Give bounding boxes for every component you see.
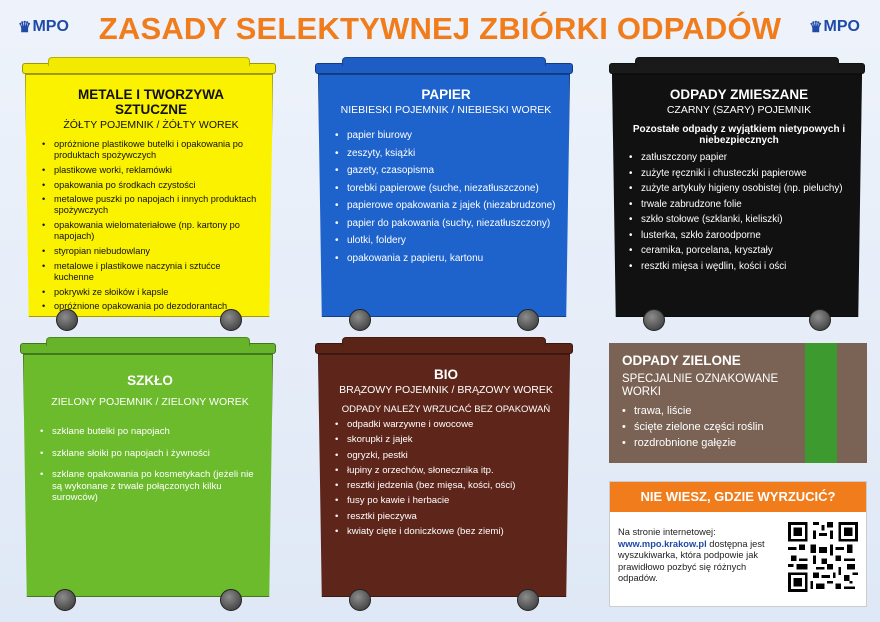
info-banner: NIE WIESZ, GDZIE WYRZUCIĆ? bbox=[610, 482, 866, 512]
bin-subtitle: ZIELONY POJEMNIK / ZIELONY WOREK bbox=[51, 396, 249, 408]
list-item: • zużyte artykuły higieny osobistej (np. pieluchy) bbox=[629, 183, 849, 195]
bin-metals-plastics bbox=[22, 63, 276, 331]
green-waste-panel bbox=[609, 343, 867, 463]
bin-lid bbox=[22, 63, 276, 74]
wheel-icon bbox=[349, 589, 371, 611]
list-item: • opróżnione opakowania po dezodorantach bbox=[42, 301, 260, 312]
bin-subtitle: ŻÓŁTY POJEMNIK / ŻÓŁTY WOREK bbox=[63, 119, 239, 131]
list-item: • trwale zabrudzone folie bbox=[629, 199, 849, 211]
item-list bbox=[40, 426, 260, 504]
green-stripe bbox=[805, 343, 837, 463]
wheel-icon bbox=[220, 589, 242, 611]
wheel-icon bbox=[517, 309, 539, 331]
crown-icon: ♛ bbox=[809, 19, 823, 36]
crown-icon: ♛ bbox=[18, 19, 32, 36]
list-item: • fusy po kawie i herbacie bbox=[335, 495, 557, 507]
bin-paper bbox=[315, 63, 573, 331]
list-item: • ulotki, foldery bbox=[335, 235, 557, 247]
bin-title: SZKŁO bbox=[127, 373, 173, 388]
list-item: • szkło stołowe (szklanki, kieliszki) bbox=[629, 214, 849, 226]
bin-title: ODPADY ZMIESZANE bbox=[669, 87, 809, 102]
wheel-icon bbox=[809, 309, 831, 331]
list-item: • rozdrobnione gałęzie bbox=[622, 437, 764, 450]
list-item: • zatłuszczony papier bbox=[629, 152, 849, 164]
list-item: • szklane butelki po napojach bbox=[40, 426, 260, 438]
wheel-icon bbox=[517, 589, 539, 611]
item-list bbox=[335, 419, 557, 538]
bin-note: Pozostałe odpady z wyjątkiem nietypowych i niebezpiecznych bbox=[632, 124, 846, 146]
bin-note: ODPADY NALEŻY WRZUCAĆ BEZ OPAKOWAŃ bbox=[341, 404, 551, 415]
bin-lid bbox=[609, 63, 865, 74]
list-item: • odpadki warzywne i owocowe bbox=[335, 419, 557, 431]
page-title: ZASADY SELEKTYWNEJ ZBIÓRKI ODPADÓW bbox=[98, 11, 782, 46]
bin-subtitle: BRĄZOWY POJEMNIK / BRĄZOWY WOREK bbox=[339, 384, 553, 396]
list-item: • kwiaty cięte i doniczkowe (bez ziemi) bbox=[335, 526, 557, 538]
item-list bbox=[629, 152, 849, 273]
bin-lid bbox=[315, 343, 573, 354]
item-list bbox=[335, 130, 557, 265]
list-item: • gazety, czasopisma bbox=[335, 165, 557, 177]
wheel-icon bbox=[349, 309, 371, 331]
mpo-logo-right: ♛ MPO bbox=[809, 18, 860, 36]
website-link[interactable]: www.mpo.krakow.pl bbox=[618, 538, 707, 549]
bin-lid bbox=[20, 343, 276, 354]
list-item: • torebki papierowe (suche, niezatłuszczone) bbox=[335, 183, 557, 195]
list-item: • resztki jedzenia (bez mięsa, kości, ości) bbox=[335, 480, 557, 492]
list-item: • opakowania wielomateriałowe (np. kartony po napojach) bbox=[42, 220, 260, 242]
bin-title: BIO bbox=[433, 367, 458, 382]
list-item: • metalowe i plastikowe naczynia i sztućce kuchenne bbox=[42, 261, 260, 283]
green-waste-title: ODPADY ZIELONE bbox=[622, 353, 741, 368]
list-item: • papier biurowy bbox=[335, 130, 557, 142]
list-item: • zeszyty, książki bbox=[335, 148, 557, 160]
list-item: • pokrywki ze słoików i kapsle bbox=[42, 287, 260, 298]
list-item: • lusterka, szkło żaroodporne bbox=[629, 230, 849, 242]
list-item: • opróżnione plastikowe butelki i opakowania po produktach spożywczych bbox=[42, 139, 260, 161]
list-item: • trawa, liście bbox=[622, 405, 764, 418]
bin-title: PAPIER bbox=[421, 87, 471, 102]
bin-subtitle: NIEBIESKI POJEMNIK / NIEBIESKI WOREK bbox=[340, 104, 552, 116]
list-item: • papier do pakowania (suchy, niezatłuszczony) bbox=[335, 218, 557, 230]
info-text: Na stronie internetowej: www.mpo.krakow.pl dostępna jest wyszukiwarka, która podpowie jak prawidłowo pozbyć się różnych odpadów. bbox=[618, 527, 765, 583]
list-item: • szklane opakowania po kosmetykach (jeżeli nie są wykonane z trwale połączonych kilku surowców) bbox=[40, 469, 260, 504]
list-item: • opakowania z papieru, kartonu bbox=[335, 253, 557, 265]
bin-lid bbox=[315, 63, 573, 74]
wheel-icon bbox=[54, 589, 76, 611]
list-item: • skorupki z jajek bbox=[335, 434, 557, 446]
bin-bio bbox=[315, 343, 573, 611]
bin-mixed-waste bbox=[609, 63, 865, 331]
item-list bbox=[622, 405, 764, 453]
list-item: • opakowania po środkach czystości bbox=[42, 180, 260, 191]
list-item: • metalowe puszki po napojach i innych produktach spożywczych bbox=[42, 194, 260, 216]
list-item: • ścięte zielone części roślin bbox=[622, 421, 764, 434]
item-list bbox=[42, 139, 260, 312]
bin-glass bbox=[20, 343, 276, 611]
list-item: • resztki pieczywa bbox=[335, 511, 557, 523]
list-item: • papierowe opakowania z jajek (niezabrudzone) bbox=[335, 200, 557, 212]
list-item: • styropian niebudowlany bbox=[42, 246, 260, 257]
wheel-icon bbox=[643, 309, 665, 331]
qr-code-icon bbox=[788, 522, 858, 592]
bin-title: METALE I TWORZYWA SZTUCZNE bbox=[78, 87, 224, 117]
list-item: • łupiny z orzechów, słonecznika itp. bbox=[335, 465, 557, 477]
list-item: • ogryzki, pestki bbox=[335, 450, 557, 462]
list-item: • szklane słoiki po napojach i żywności bbox=[40, 448, 260, 460]
list-item: • plastikowe worki, reklamówki bbox=[42, 165, 260, 176]
list-item: • zużyte ręczniki i chusteczki papierowe bbox=[629, 168, 849, 180]
list-item: • ceramika, porcelana, kryształy bbox=[629, 245, 849, 257]
list-item: • resztki mięsa i wędlin, kości i ości bbox=[629, 261, 849, 273]
info-box bbox=[609, 481, 867, 607]
green-waste-subtitle: SPECJALNIE OZNAKOWANE WORKI bbox=[622, 373, 779, 398]
bin-subtitle: CZARNY (SZARY) POJEMNIK bbox=[666, 104, 812, 116]
mpo-logo-left: ♛ MPO bbox=[18, 18, 69, 36]
